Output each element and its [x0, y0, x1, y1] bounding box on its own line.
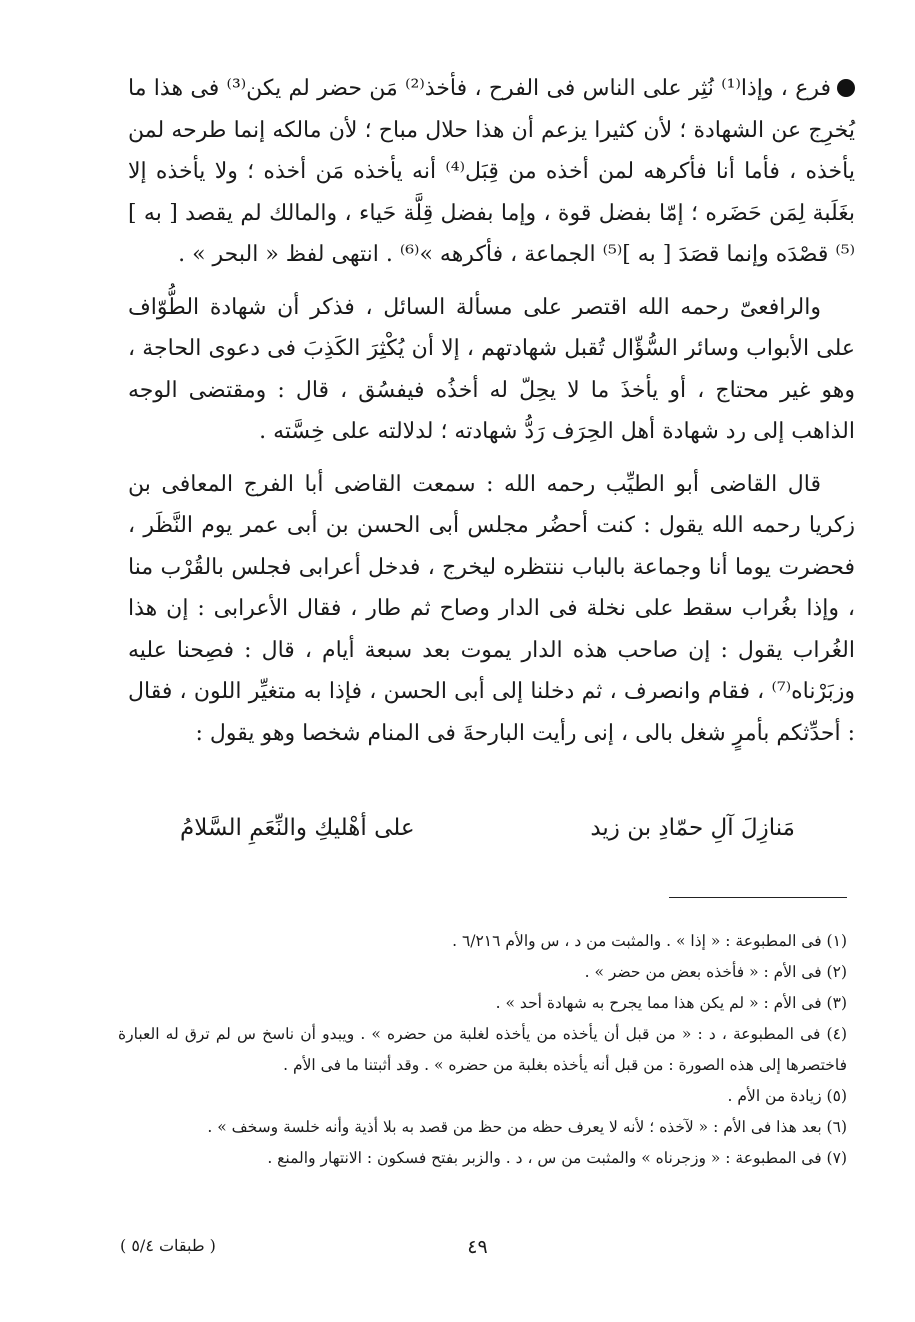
footnotes — [118, 926, 847, 1174]
main-text — [128, 68, 855, 754]
verse-second-hemistich: على أهْليكِ والنِّعَمِ السَّلامُ — [180, 815, 415, 841]
page-footer — [120, 1236, 835, 1266]
page-number: ٤٩ — [467, 1236, 488, 1258]
footnote-separator — [669, 897, 847, 898]
volume-reference: ( طبقات ٥/٤ ) — [120, 1236, 216, 1255]
footnote-7: (٧) فى المطبوعة : « وزجرناه » والمثبت من س ، د . والزبر بفتح فسكون : الانتهار والمنع . — [267, 1149, 847, 1167]
paragraph-qadi: قال القاضى أبو الطيِّب رحمه الله : سمعت القاضى أبا الفرج المعافى بن زكريا رحمه الله يقول : كنت أحضُر مجلس أبى الحسن بن أبى عمر يوم النَّظَر ، فحضرت يوما أنا وجماعة بالباب ننتظره ليخرج ، فدخل أعرابى فجلس بالقُرْب منا ، وإذا بغُراب سقط على نخلة فى الدار وصاح ثم طار ، فقال الأعرابى : إن هذا الغُراب يقول : إن صاحب هذه الدار يموت بعد سبعة أيام ، قال : فصِحنا عليه وزبَرْناه⁽⁷⁾ ، فقام وانصرف ، ثم دخلنا إلى أبى الحسن ، فإذا به متغيِّر اللون ، فقال : أحدِّثكم بأمرٍ شغل بالى ، إنى رأيت البارحةَ فى المنام شخصا وهو يقول : — [128, 471, 855, 746]
footnote-3: (٣) فى الأم : « لم يكن هذا مما يجرح به شهادة أحد » . — [495, 994, 847, 1012]
paragraph-furu — [128, 68, 855, 276]
paragraph-rafii: والرافعىّ رحمه الله اقتصر على مسألة السائل ، فذكر أن شهادة الطُّوّاف على الأبواب وسائر السُّؤّال تُقبل شهادتهم ، إلا أن يُكْثِرَ الكَذِبَ فى دعوى الحاجة ، وهو غير محتاج ، أو يأخذَ ما لا يحِلّ له أخذُه فيفسُق ، قال : ومقتضى الوجه الذاهب إلى رد شهادة أهل الحِرَف رَدُّ شهادته ؛ لدلالته على خِسَّته . — [128, 294, 855, 444]
paragraph-text: فرع ، وإذا⁽¹⁾ نُثِر على الناس فى الفرح ، فأخذ⁽²⁾ مَن حضر لم يكن⁽³⁾ فى هذا ما يُخرِج عن الشهادة ؛ لأن كثيرا يزعم أن هذا حلال مباح ؛ لأن مالكه إنما طرحه لمن يأخذه ، فأما أنا فأكرهه لمن أخذه من قِبَل⁽⁴⁾ أنه يأخذه مَن أخذه ؛ ولا يأخذه إلا بغَلَبة لِمَن حَضَره ؛ إمّا بفضل قوة ، وإما بفضل قِلَّة حَياء ، والمالك لم يقصد [ به ]⁽⁵⁾ قصْدَه وإنما قصَدَ [ به ]⁽⁵⁾ الجماعة ، فأكرهه »⁽⁶⁾ . انتهى لفظ « البحر » . — [128, 76, 855, 267]
footnote-5: (٥) زيادة من الأم . — [727, 1087, 847, 1105]
footnote-6: (٦) بعد هذا فى الأم : « لآخذه ؛ لأنه لا يعرف حظه من حظ من قصد به بلا أذية وأنه خلسة وسخف » . — [207, 1118, 847, 1136]
bullet-icon — [837, 79, 855, 97]
verse-first-hemistich: مَنازِلَ آلِ حمّادِ بن زيد — [590, 815, 795, 841]
footnote-4: (٤) فى المطبوعة ، د : « من قبل أن يأخذه من يأخذه لغلبة من حضره » . ويبدو أن ناسخ س لم ترق له العبارة فاختصرها إلى هذه الصورة : من قبل أنه يأخذه بغلبة من حضره » . وقد أثبتنا ما فى الأم . — [118, 1025, 847, 1074]
footnote-1: (١) فى المطبوعة : « إذا » . والمثبت من د ، س والأم ٦/٢١٦ . — [452, 932, 847, 950]
footnote-2: (٢) فى الأم : « فأخذه بعض من حضر » . — [584, 963, 847, 981]
poetry-verse — [180, 808, 795, 848]
